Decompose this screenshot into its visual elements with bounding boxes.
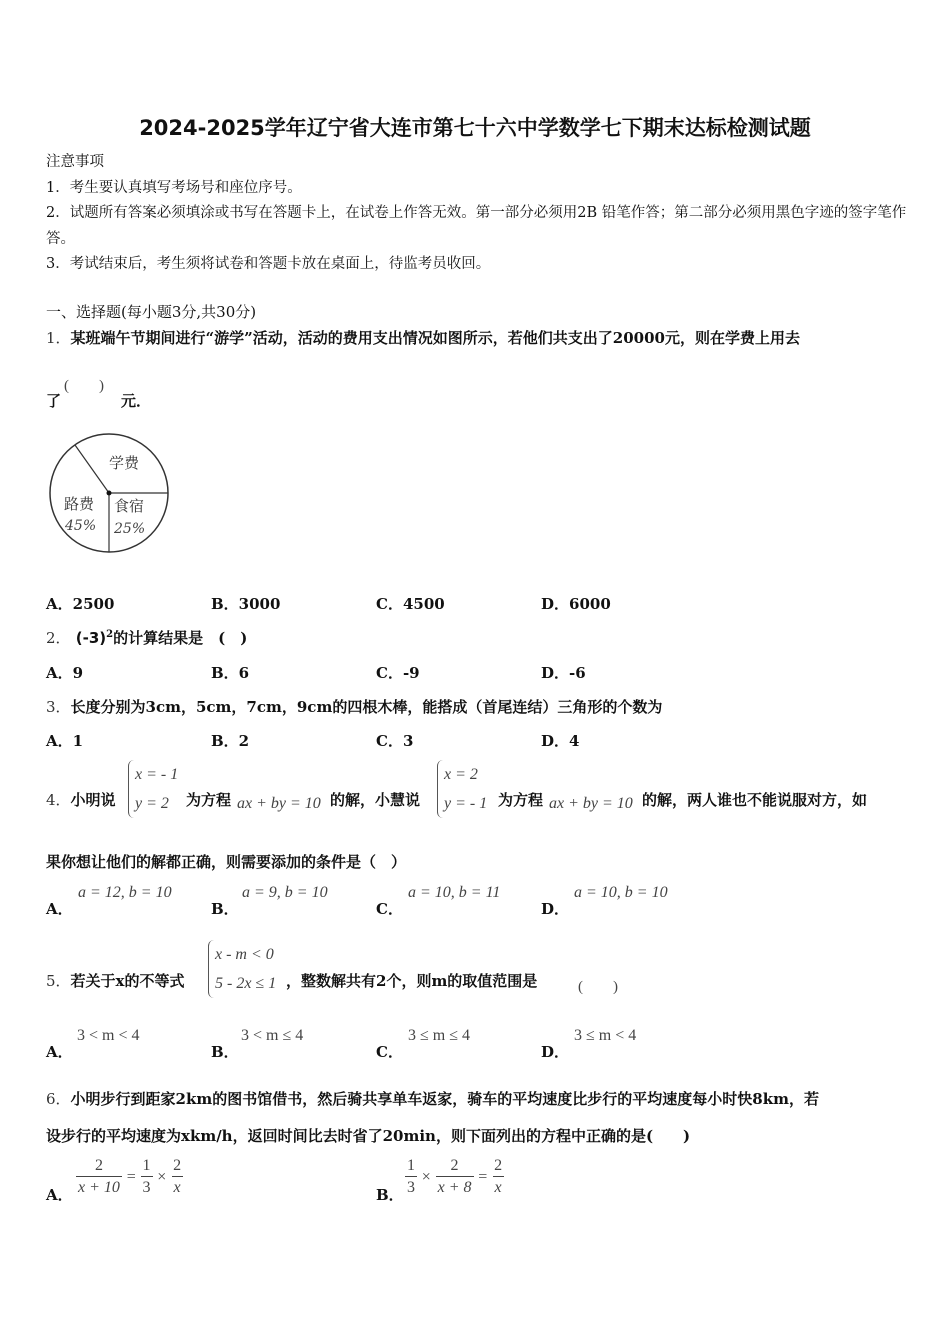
question-3	[46, 696, 662, 717]
q6-option-a-label: A．	[46, 1186, 73, 1204]
question-6-line-1	[46, 1088, 819, 1109]
q1-option-c: C．4500	[376, 595, 445, 613]
q3-option-b: B．2	[211, 732, 250, 750]
q2-option-b: B．6	[211, 664, 250, 682]
q4-option-a-label: A．	[46, 900, 73, 918]
q4-option-c-label: C．	[376, 900, 403, 918]
pie-label-xuefei: 学费	[109, 454, 140, 472]
q4-system-1-line-1: x = - 1	[135, 766, 179, 783]
question-text: 小明步行到距家2km的图书馆借书，然后骑共享单车返家，骑车的平均速度比步行的平均速度每小时快8km，若	[70, 1090, 819, 1108]
question-number: 2．	[46, 629, 71, 647]
section-heading: 一、选择题(每小题3分,共30分)	[46, 303, 257, 321]
q5-option-c-label: C．	[376, 1043, 403, 1061]
pie-center-dot	[107, 491, 112, 496]
q4-system-1	[128, 760, 178, 818]
q5-system-line-2: 5 - 2x ≤ 1	[215, 975, 277, 992]
times-sign: ×	[421, 1168, 431, 1186]
question-text: 长度分别为3cm，5cm，7cm，9cm的四根木棒，能搭成（首尾连结）三角形的个数为	[70, 698, 663, 716]
q5-prefix	[46, 970, 185, 991]
pie-label-shisu: 食宿	[114, 497, 145, 515]
q4-equation-1: ax + by = 10	[237, 795, 321, 812]
q5-option-b-expr: 3 < m ≤ 4	[241, 1027, 304, 1044]
q4-system-2-line-2: y = - 1	[444, 795, 488, 812]
q5-option-c-expr: 3 ≤ m ≤ 4	[408, 1027, 471, 1044]
equals-sign: =	[126, 1168, 136, 1186]
q4-system-1-line-2: y = 2	[135, 795, 169, 812]
q4-text-1: 小明说	[70, 791, 116, 809]
fraction: $\frac{2}{x + 10}$	[76, 1156, 122, 1199]
q2-exponent: 2	[106, 629, 114, 640]
question-6-line-2: 设步行的平均速度为xkm/h，返回时间比去时省了20min，则下面列出的方程中正确的是( )	[46, 1127, 691, 1145]
q4-text-2: 为方程	[186, 791, 232, 809]
q2-option-d: D．-6	[541, 664, 586, 682]
fraction: $\frac{1}{3}$	[405, 1156, 417, 1199]
question-2	[46, 627, 247, 648]
q4-system-2	[437, 760, 487, 818]
q4-equation-2: ax + by = 10	[549, 795, 633, 812]
notice-block	[46, 150, 908, 278]
question-number: 5．	[46, 972, 71, 990]
pie-pct-shisu: 25%	[114, 521, 146, 537]
q1-option-d: D．6000	[541, 595, 611, 613]
q5-option-b-label: B．	[211, 1043, 239, 1061]
q3-option-a: A．1	[46, 732, 84, 750]
question-1-unit: 元．	[121, 392, 152, 410]
notice-item-3: 3．考试结束后，考生须将试卷和答题卡放在桌面上，待监考员收回。	[46, 256, 491, 272]
q5-option-a-label: A．	[46, 1043, 73, 1061]
question-number: 1．	[46, 329, 71, 347]
q3-option-d: D．4	[541, 732, 580, 750]
question-number: 4．	[46, 791, 71, 809]
q2-option-a: A．9	[46, 664, 84, 682]
times-sign: ×	[157, 1168, 167, 1186]
question-1-blank-prefix: 了	[46, 392, 62, 410]
expense-pie-chart	[46, 430, 172, 556]
question-text: 某班端午节期间进行“游学”活动，活动的费用支出情况如图所示，若他们共支出了20000元，则在学费上用去	[70, 329, 800, 347]
equals-sign: =	[478, 1168, 488, 1186]
q4-text-4: 为方程	[498, 791, 544, 809]
q4-text-5: 的解，两人谁也不能说服对方，如	[642, 791, 868, 809]
q4-option-a-expr: a = 12, b = 10	[78, 884, 172, 901]
q4-prefix	[46, 789, 116, 810]
notice-heading: 注意事项	[46, 154, 104, 170]
question-number: 6．	[46, 1090, 71, 1108]
q5-text-2: ，整数解共有2个，则m的取值范围是	[286, 972, 538, 990]
fraction: $\frac{2}{x}$	[171, 1156, 183, 1199]
q5-system-line-1: x - m < 0	[215, 946, 274, 963]
q4-text-3: 的解，小慧说	[330, 791, 421, 809]
q4-line-2: 果你想让他们的解都正确，则需要添加的条件是（ ）	[46, 853, 407, 871]
q2-option-c: C．-9	[376, 664, 420, 682]
q1-option-a: A．2500	[46, 595, 115, 613]
q4-option-c-expr: a = 10, b = 11	[408, 884, 501, 901]
answer-blank: ( )	[578, 979, 618, 995]
q6-option-b-label: B．	[376, 1186, 404, 1204]
page-title: 2024-2025学年辽宁省大连市第七十六中学数学七下期末达标检测试题	[139, 116, 811, 140]
q4-option-b-label: B．	[211, 900, 239, 918]
fraction: $\frac{2}{x + 8}$	[436, 1156, 474, 1199]
fraction: $\frac{2}{x}$	[492, 1156, 504, 1199]
pie-label-lufei: 路费	[64, 495, 95, 513]
q4-option-d-expr: a = 10, b = 10	[574, 884, 668, 901]
notice-item-1: 1．考生要认真填写考场号和座位序号。	[46, 179, 302, 196]
q4-system-2-line-1: x = 2	[444, 766, 478, 783]
q2-expression: (-3)	[75, 629, 107, 647]
question-1-line-1	[46, 327, 800, 348]
q5-system	[208, 940, 276, 998]
q5-option-a-expr: 3 < m < 4	[77, 1027, 140, 1044]
question-number: 3．	[46, 698, 71, 716]
q5-option-d-label: D．	[541, 1043, 570, 1061]
q3-option-c: C．3	[376, 732, 414, 750]
q5-text-1: 若关于x的不等式	[70, 972, 185, 990]
q4-option-b-expr: a = 9, b = 10	[242, 884, 328, 901]
question-text: 的计算结果是 ( )	[113, 629, 248, 647]
fraction: $\frac{1}{3}$	[141, 1156, 153, 1199]
q4-option-d-label: D．	[541, 900, 570, 918]
pie-pct-lufei: 45%	[65, 518, 97, 534]
q5-option-d-expr: 3 ≤ m < 4	[574, 1027, 637, 1044]
q6-option-a-equation	[76, 1156, 183, 1199]
answer-blank: ( )	[64, 378, 104, 394]
notice-item-2: 2．试题所有答案必须填涂或书写在答题卡上，在试卷上作答无效。第一部分必须用2B 铅笔作答；第二部分必须用黑色字迹的签字笔作答。	[46, 205, 907, 247]
q6-option-b-equation	[405, 1156, 504, 1199]
q1-option-b: B．3000	[211, 595, 281, 613]
